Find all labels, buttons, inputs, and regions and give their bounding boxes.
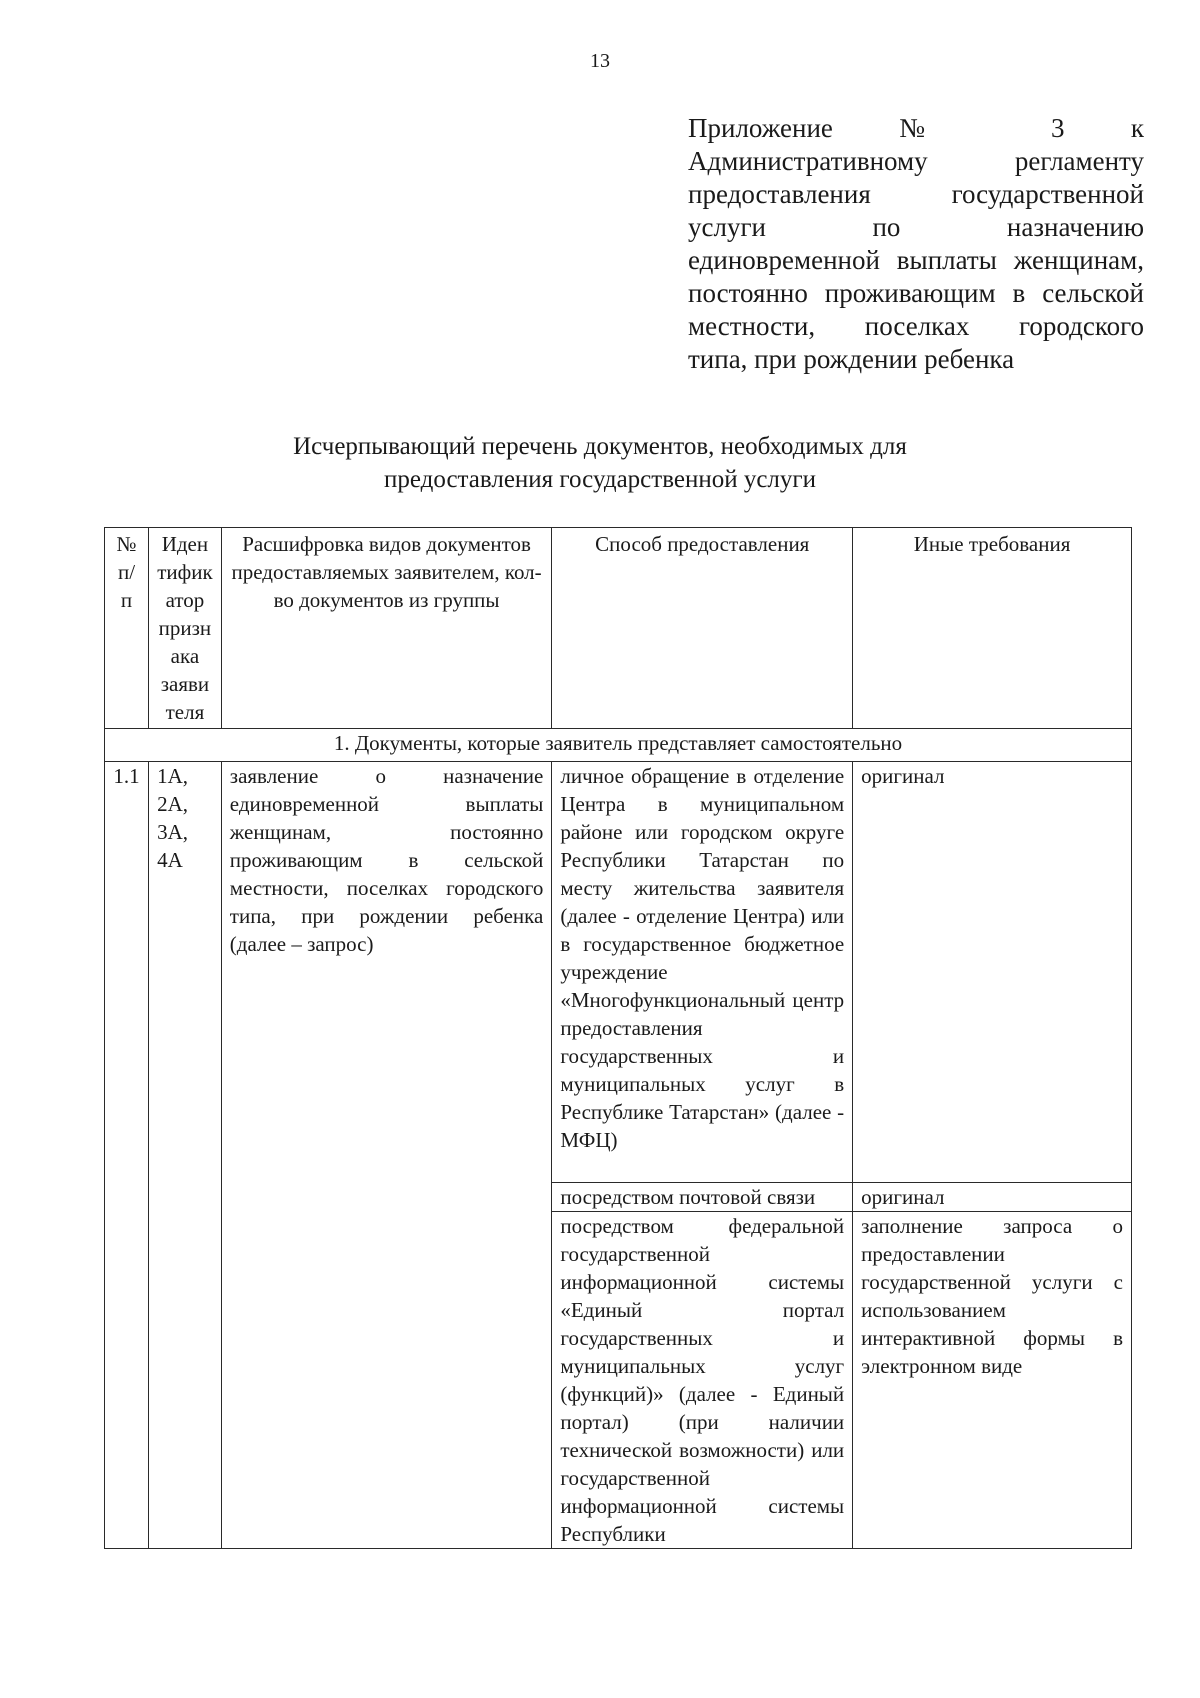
document-title-line-1: Исчерпывающий перечень документов, необходимых для bbox=[293, 433, 907, 460]
requirement-cell: оригинал bbox=[853, 762, 1132, 1183]
documents-table bbox=[104, 527, 1132, 1549]
page-number: 13 bbox=[590, 50, 610, 72]
row-identifier: 1А, 2А, 3А, 4А bbox=[149, 762, 222, 1549]
row-num: 1.1 bbox=[105, 762, 149, 1549]
requirement-cell: оригинал bbox=[853, 1183, 1132, 1212]
header-description: Расшифровка видов документов предоставляемых заявителем, кол-во документов из группы bbox=[221, 528, 552, 729]
appendix-line: местности, поселках городского bbox=[688, 311, 1144, 341]
appendix-line: постоянно проживающим в сельской bbox=[688, 278, 1144, 308]
appendix-header bbox=[688, 112, 1144, 376]
document-title-line-2: предоставления государственной услуги bbox=[383, 466, 817, 493]
appendix-line: Приложение № 3 к bbox=[688, 113, 1144, 143]
table-header-row bbox=[105, 528, 1132, 729]
document-title bbox=[0, 430, 1200, 496]
section-row bbox=[105, 729, 1132, 762]
appendix-line: единовременной выплаты женщинам, bbox=[688, 245, 1144, 275]
section-title: 1. Документы, которые заявитель представляет самостоятельно bbox=[105, 729, 1132, 762]
appendix-line: Административному регламенту bbox=[688, 146, 1144, 176]
appendix-line: услуги по назначению bbox=[688, 212, 1144, 242]
method-cell: посредством почтовой связи bbox=[552, 1183, 853, 1212]
row-description: заявление о назначение единовременной выплаты женщинам, постоянно проживающим в сельской местности, поселках городского типа, при рождении ребенка (далее – запрос) bbox=[221, 762, 552, 1549]
header-num: № п/п bbox=[105, 528, 149, 729]
header-method: Способ предоставления bbox=[552, 528, 853, 729]
appendix-line: типа, при рождении ребенка bbox=[688, 344, 1015, 374]
table-row bbox=[105, 762, 1132, 1183]
method-cell: посредством федеральной государственной информационной системы «Единый портал государственных и муниципальных услуг (функций)» (далее - Единый портал) (при наличии технической возможности) или государственной информационной системы Республики bbox=[552, 1212, 853, 1549]
header-identifier: Иден тифик атор призн ака заяви теля bbox=[149, 528, 222, 729]
header-other-requirements: Иные требования bbox=[853, 528, 1132, 729]
method-cell: личное обращение в отделение Центра в муниципальном районе или городском округе Республики Татарстан по месту жительства заявителя (далее - отделение Центра) или в государственное бюджетное учреждение «Многофункциональный центр предоставления государственных и муниципальных услуг в Республике Татарстан» (далее - МФЦ) bbox=[552, 762, 853, 1183]
requirement-cell: заполнение запроса о предоставлении государственной услуги с использованием интерактивной формы в электронном виде bbox=[853, 1212, 1132, 1549]
appendix-line: предоставления государственной bbox=[688, 179, 1144, 209]
